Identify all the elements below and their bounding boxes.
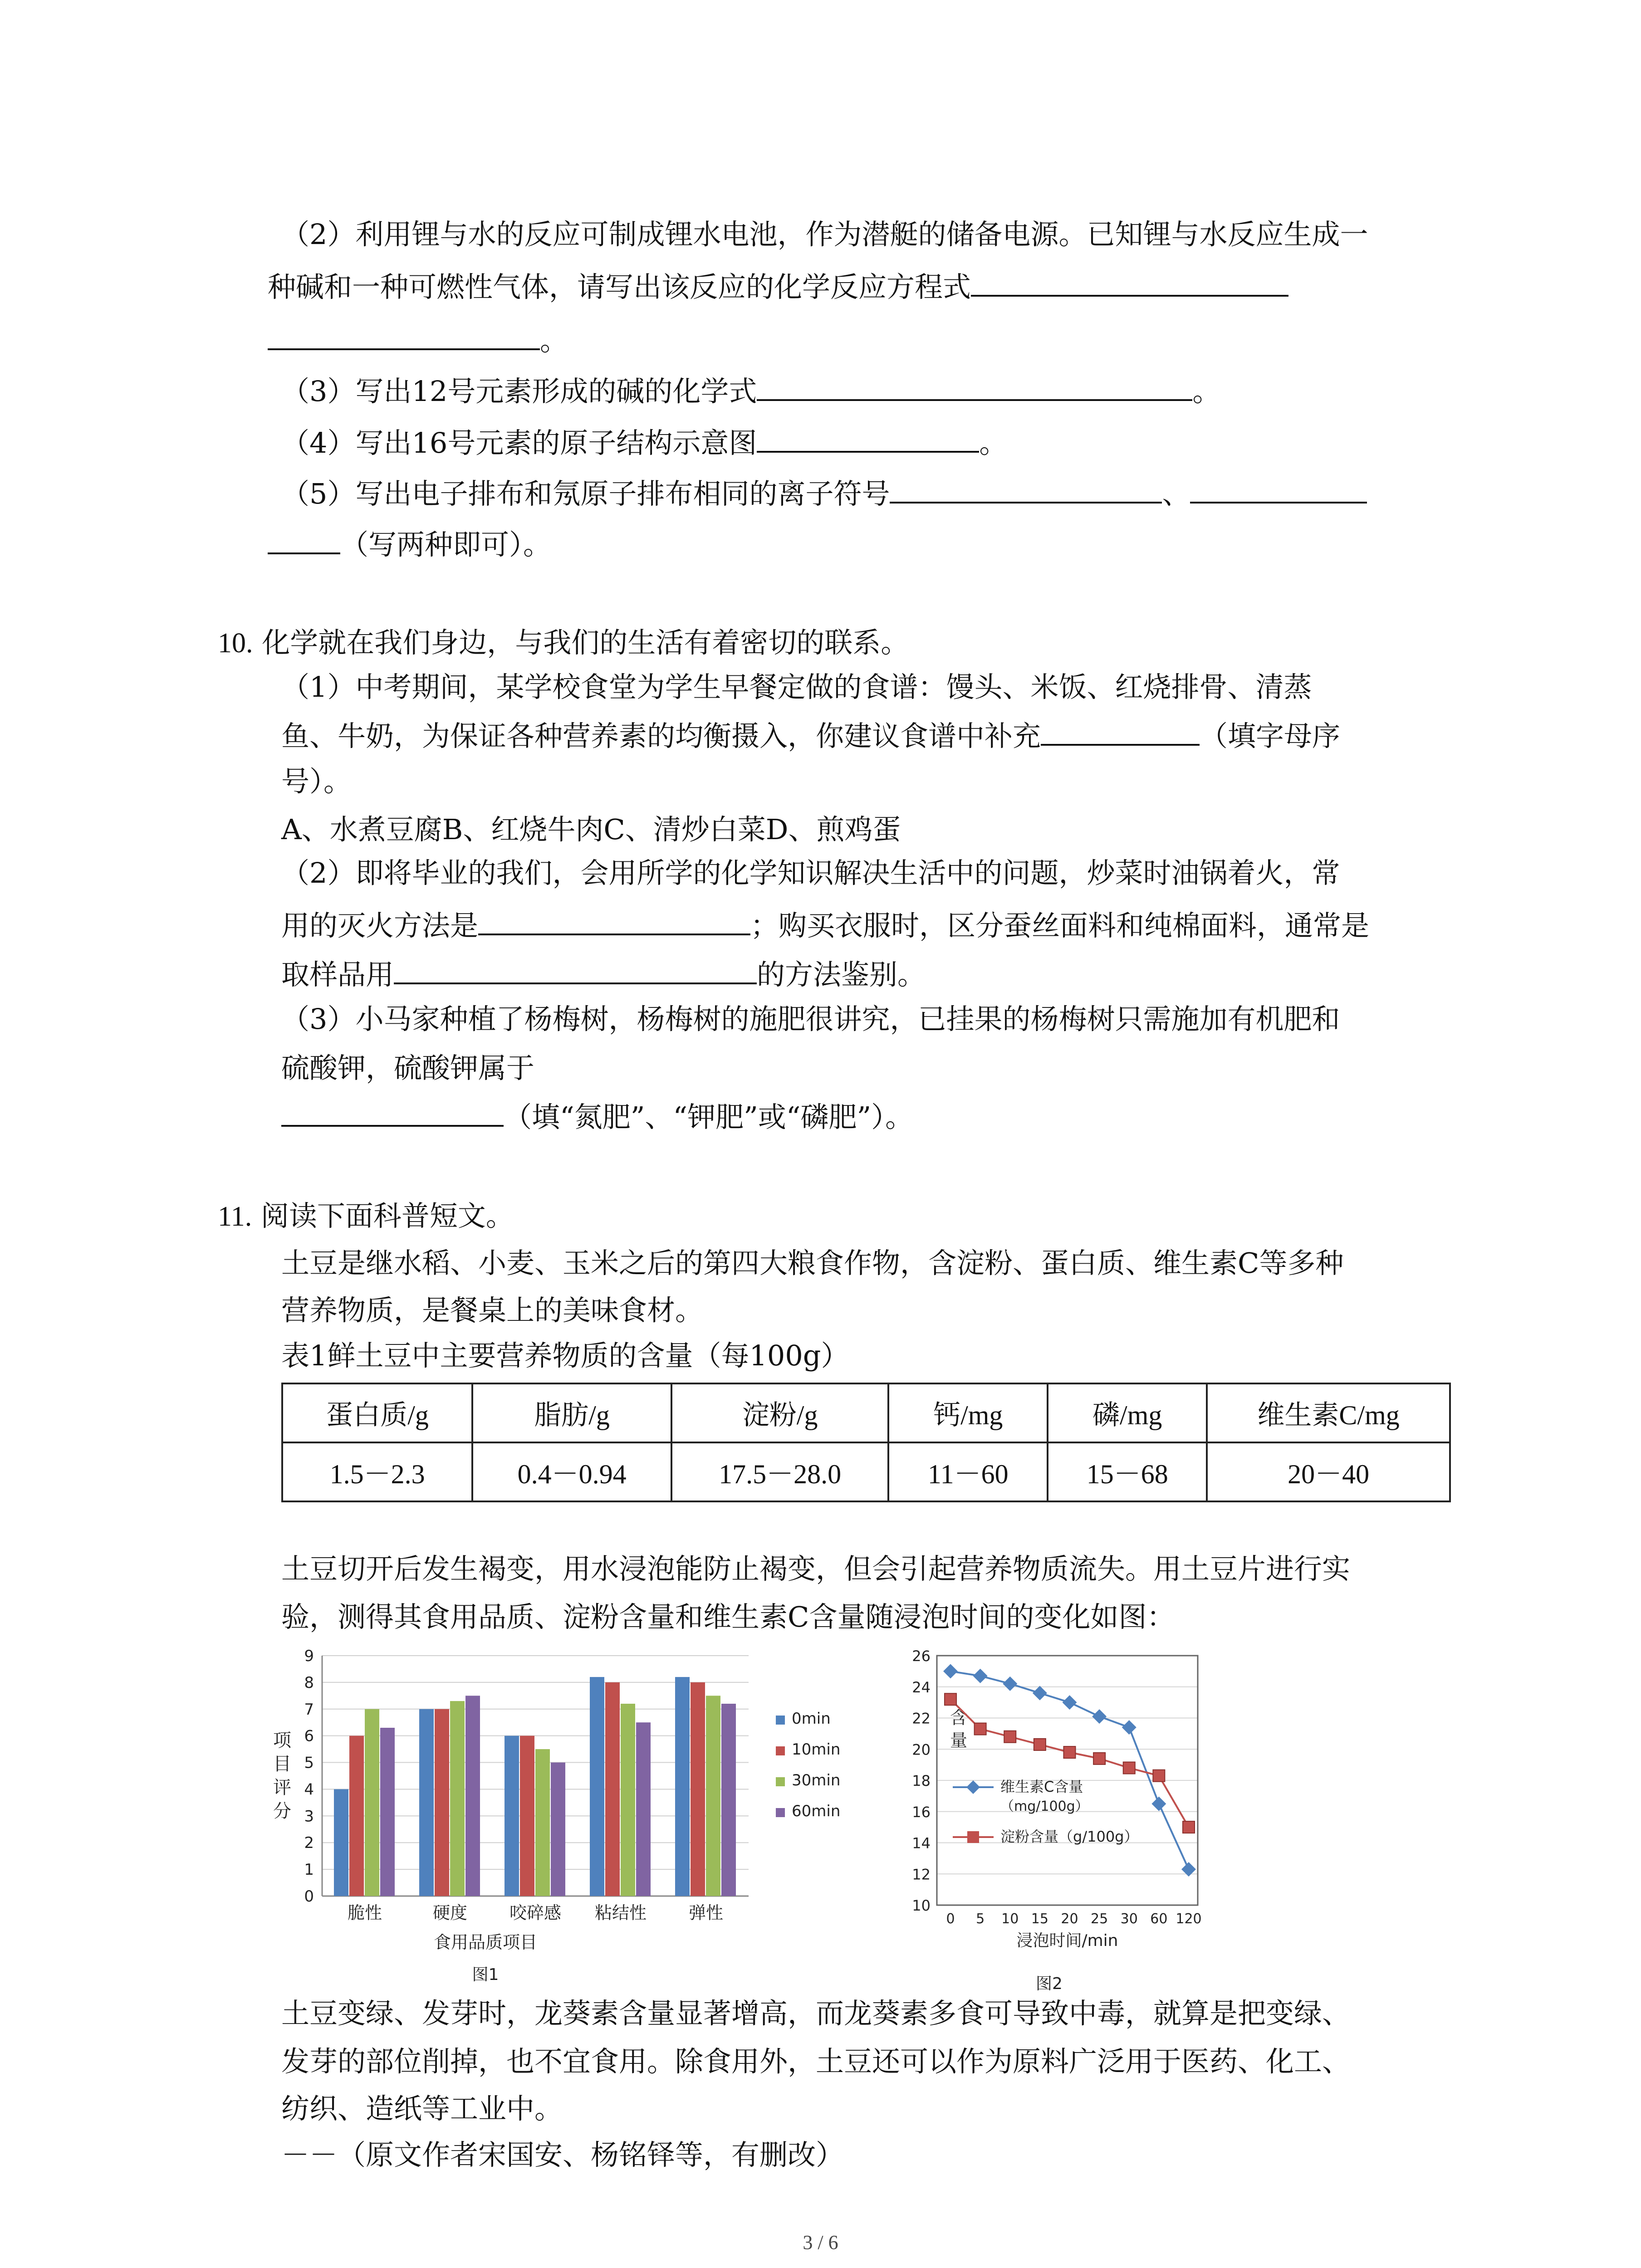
- x-tick-label: 10: [1001, 1911, 1019, 1927]
- q9-part5-sep: 、: [1162, 477, 1190, 510]
- q10-answer-blank-4[interactable]: [281, 1098, 504, 1127]
- y-tick-label: 26: [912, 1647, 931, 1665]
- figure-caption: 图1: [472, 1965, 499, 1984]
- y-tick-label: 22: [912, 1710, 931, 1727]
- q11-para3-line2: 发芽的部位削掉，也不宜食用。除食用外，土豆还可以作为原料广泛用于医药、化工、: [281, 2045, 1351, 2078]
- data-point: [973, 1669, 988, 1683]
- data-point: [1033, 1686, 1047, 1701]
- legend-label: 60min: [792, 1802, 841, 1820]
- bar: [349, 1736, 364, 1896]
- q10-part2-text-c: 取样品用: [281, 958, 394, 991]
- legend-label: 淀粉含量（g/100g）: [1000, 1828, 1139, 1845]
- figure-2-line-chart: [885, 1637, 1225, 1996]
- figure-caption: 图2: [1036, 1975, 1063, 1993]
- q10-options: A、水煮豆腐B、红烧牛肉C、清炒白菜D、煎鸡蛋: [281, 813, 901, 846]
- y-tick-label: 14: [912, 1834, 931, 1852]
- q10-number: 10.: [218, 628, 253, 659]
- q9-part3-end: 。: [1192, 375, 1221, 408]
- bar: [590, 1677, 604, 1896]
- x-tick-label: 咬碎感: [509, 1903, 562, 1923]
- q9-answer-blank-1[interactable]: [971, 268, 1288, 297]
- q9-part2-line1: （2）利用锂与水的反应可制成锂水电池，作为潜艇的储备电源。已知锂与水反应生成一: [281, 218, 1368, 251]
- q9-answer-blank-5[interactable]: [890, 474, 1162, 503]
- legend-swatch: [776, 1746, 785, 1755]
- x-tick-label: 粘结性: [594, 1903, 647, 1923]
- q10-intro: [218, 625, 909, 660]
- bar: [505, 1736, 519, 1896]
- y-axis-label-char: 分: [273, 1801, 291, 1822]
- bar: [706, 1696, 720, 1896]
- table-header-cell: 钙/mg: [888, 1383, 1048, 1442]
- data-point: [1153, 1770, 1165, 1782]
- data-point: [1183, 1821, 1195, 1833]
- figure-1-bar-chart: [272, 1637, 871, 1984]
- q11-source: －－（原文作者宋国安、杨铭铎等，有删改）: [281, 2138, 844, 2171]
- q11-para3-line1: 土豆变绿、发芽时，龙葵素含量显著增高，而龙葵素多食可导致中毒，就算是把变绿、: [281, 1997, 1351, 2030]
- q10-intro-text: 化学就在我们身边，与我们的生活有着密切的联系。: [262, 626, 909, 659]
- y-tick-label: 8: [304, 1673, 314, 1692]
- y-tick-label: 2: [304, 1834, 314, 1853]
- y-tick-label: 5: [304, 1754, 314, 1772]
- x-tick-label: 25: [1091, 1911, 1108, 1927]
- bar: [465, 1696, 480, 1896]
- y-tick-label: 1: [304, 1861, 314, 1879]
- q11-intro: [218, 1198, 514, 1234]
- table-header-row: [282, 1383, 1450, 1442]
- q9-part5-line2: [268, 525, 551, 561]
- data-point: [945, 1693, 956, 1705]
- bar: [365, 1709, 379, 1896]
- q10-part1-text: 鱼、牛奶，为保证各种营养素的均衡摄入，你建议食谱中补充: [281, 719, 1041, 753]
- data-point: [1003, 1677, 1017, 1691]
- y-tick-label: 3: [304, 1807, 314, 1826]
- bar: [636, 1722, 651, 1896]
- q11-table-caption: 表1鲜土豆中主要营养物质的含量（每100g）: [281, 1339, 849, 1372]
- y-tick-label: 20: [912, 1741, 931, 1759]
- bar: [675, 1677, 690, 1896]
- q9-answer-blank-7[interactable]: [268, 525, 340, 554]
- q10-part1-line1: （1）中考期间，某学校食堂为学生早餐定做的食谱：馒头、米饭、红烧排骨、清蒸: [281, 670, 1312, 704]
- q10-part2-text-a: 用的灭火方法是: [281, 909, 479, 942]
- data-point: [1123, 1762, 1135, 1774]
- x-tick-label: 脆性: [347, 1903, 382, 1923]
- x-tick-label: 20: [1061, 1911, 1078, 1927]
- x-tick-label: 120: [1176, 1911, 1202, 1927]
- x-tick-label: 硬度: [432, 1903, 468, 1923]
- legend-swatch: [776, 1777, 785, 1786]
- legend-label: 30min: [792, 1771, 841, 1789]
- q9-part2-line2: [268, 268, 1288, 303]
- q10-part2-line1: （2）即将毕业的我们，会用所学的化学知识解决生活中的问题，炒菜时油锅着火，常: [281, 856, 1340, 890]
- q10-answer-blank-3[interactable]: [394, 955, 757, 984]
- data-point: [975, 1723, 986, 1735]
- x-tick-label: 0: [946, 1911, 955, 1927]
- table-header-cell: 维生素C/mg: [1207, 1383, 1450, 1442]
- table-header-cell: 蛋白质/g: [282, 1383, 472, 1442]
- y-tick-label: 16: [912, 1803, 931, 1821]
- legend-swatch: [776, 1808, 785, 1817]
- legend-marker: [967, 1831, 979, 1843]
- q11-para3-line3: 纺织、造纸等工业中。: [281, 2092, 563, 2125]
- x-tick-label: 15: [1031, 1911, 1048, 1927]
- q11-para2-line1: 土豆切开后发生褐变，用水浸泡能防止褐变，但会引起营养物质流失。用土豆片进行实: [281, 1552, 1351, 1585]
- data-point: [1034, 1739, 1046, 1750]
- bar: [535, 1749, 550, 1896]
- table-row: [282, 1442, 1450, 1501]
- q9-answer-blank-3[interactable]: [757, 372, 1192, 401]
- bar: [380, 1728, 395, 1896]
- q10-part3-end: （填“氮肥”、“钾肥”或“磷肥”）。: [504, 1100, 914, 1134]
- q10-part1-tail: （填字母序: [1200, 719, 1341, 753]
- y-tick-label: 10: [912, 1897, 931, 1914]
- q9-part5-end: （写两种即可）。: [340, 528, 552, 561]
- legend-swatch: [776, 1716, 785, 1725]
- q10-part2-text-b: ；购买衣服时，区分蚕丝面料和纯棉面料，通常是: [750, 909, 1370, 942]
- x-axis-label: 食用品质项目: [433, 1932, 538, 1952]
- q9-part5-text: （5）写出电子排布和氖原子排布相同的离子符号: [281, 477, 890, 510]
- bar: [334, 1789, 348, 1896]
- table-cell: 15－68: [1048, 1442, 1207, 1501]
- q10-part1-line2: [281, 717, 1340, 752]
- q9-part3-text: （3）写出12号元素形成的碱的化学式: [281, 375, 757, 408]
- bar: [691, 1682, 705, 1896]
- data-point: [1092, 1709, 1107, 1724]
- x-axis-label: 浸泡时间/min: [1016, 1931, 1118, 1950]
- y-tick-label: 6: [304, 1727, 314, 1745]
- data-point: [1151, 1797, 1166, 1811]
- q9-part4: [281, 424, 1007, 459]
- bar: [419, 1709, 434, 1896]
- q11-para1-line1: 土豆是继水稻、小麦、玉米之后的第四大粮食作物，含淀粉、蛋白质、维生素C等多种: [281, 1246, 1344, 1280]
- y-tick-label: 0: [304, 1887, 314, 1906]
- q10-part2-line2: [281, 906, 1369, 942]
- x-tick-label: 30: [1120, 1911, 1138, 1927]
- data-point: [1093, 1753, 1105, 1765]
- data-point: [1064, 1746, 1076, 1758]
- q9-part5: [281, 474, 1367, 510]
- y-axis-label-char: 量: [950, 1730, 968, 1750]
- q9-part4-text: （4）写出16号元素的原子结构示意图: [281, 426, 757, 459]
- x-tick-label: 5: [976, 1911, 985, 1927]
- q10-part2-line3: [281, 955, 926, 991]
- table-header-cell: 脂肪/g: [472, 1383, 671, 1442]
- q11-para1-line2: 营养物质，是餐桌上的美味食材。: [281, 1294, 704, 1327]
- q10-answer-blank-1[interactable]: [1041, 717, 1200, 746]
- y-tick-label: 18: [912, 1772, 931, 1789]
- table-header-cell: 淀粉/g: [671, 1383, 888, 1442]
- table-cell: 0.4－0.94: [472, 1442, 671, 1501]
- q9-part2-end: 。: [540, 324, 568, 357]
- q10-part3-line3: [281, 1098, 913, 1133]
- q11-intro-text: 阅读下面科普短文。: [260, 1199, 514, 1232]
- y-axis-label-char: 含: [950, 1708, 968, 1728]
- q11-number: 11.: [218, 1201, 252, 1232]
- nutrient-table: [281, 1383, 1451, 1502]
- q11-para2-line2: 验，测得其食用品质、淀粉含量和维生素C含量随浸泡时间的变化如图：: [281, 1600, 1175, 1633]
- bar: [721, 1704, 736, 1896]
- legend-label: 0min: [792, 1710, 831, 1728]
- q10-answer-blank-2[interactable]: [478, 906, 750, 935]
- x-tick-label: 弹性: [688, 1903, 724, 1923]
- y-axis-label-char: 目: [273, 1754, 291, 1774]
- y-axis-label-char: 项: [273, 1730, 291, 1751]
- bar: [551, 1763, 565, 1896]
- y-tick-label: 12: [912, 1866, 931, 1883]
- table-cell: 1.5－2.3: [282, 1442, 472, 1501]
- y-tick-label: 7: [304, 1700, 314, 1719]
- q10-part3-line1: （3）小马家种植了杨梅树，杨梅树的施肥很讲究，已挂果的杨梅树只需施加有机肥和: [281, 1002, 1340, 1036]
- q9-part3: [281, 372, 1220, 407]
- q9-part4-end: 。: [979, 426, 1008, 459]
- bar: [520, 1736, 534, 1896]
- bar: [621, 1704, 635, 1896]
- y-tick-label: 4: [304, 1780, 314, 1799]
- q9-part2-text: 种碱和一种可燃性气体，请写出该反应的化学反应方程式: [268, 270, 971, 303]
- legend-label: 10min: [792, 1740, 841, 1759]
- legend-marker: [966, 1780, 980, 1794]
- y-axis-label-char: 评: [273, 1777, 291, 1798]
- q10-part1-line3: 号）。: [281, 765, 352, 798]
- data-point: [943, 1664, 958, 1678]
- data-point: [1063, 1695, 1077, 1710]
- y-tick-label: 9: [304, 1647, 314, 1665]
- page-number: 3 / 6: [803, 2231, 838, 2253]
- legend-label: 维生素C含量: [1000, 1778, 1083, 1795]
- q10-part3-line2: 硫酸钾，硫酸钾属于: [281, 1051, 535, 1085]
- data-point: [1004, 1731, 1016, 1743]
- table-cell: 20－40: [1207, 1442, 1450, 1501]
- data-point: [1122, 1720, 1136, 1735]
- x-tick-label: 60: [1150, 1911, 1168, 1927]
- legend-unit: （mg/100g）: [1000, 1799, 1089, 1814]
- table-cell: 11－60: [888, 1442, 1048, 1501]
- bar: [450, 1701, 465, 1896]
- bar: [435, 1709, 449, 1896]
- q9-answer-blank-6[interactable]: [1190, 474, 1367, 503]
- q9-answer-blank-2[interactable]: [268, 321, 540, 350]
- table-cell: 17.5－28.0: [671, 1442, 888, 1501]
- q9-part2-line3: [268, 321, 568, 357]
- bar: [605, 1682, 620, 1896]
- table-header-cell: 磷/mg: [1048, 1383, 1207, 1442]
- y-tick-label: 24: [912, 1678, 931, 1696]
- q10-part2-text-d: 的方法鉴别。: [757, 958, 926, 991]
- q9-answer-blank-4[interactable]: [757, 424, 979, 453]
